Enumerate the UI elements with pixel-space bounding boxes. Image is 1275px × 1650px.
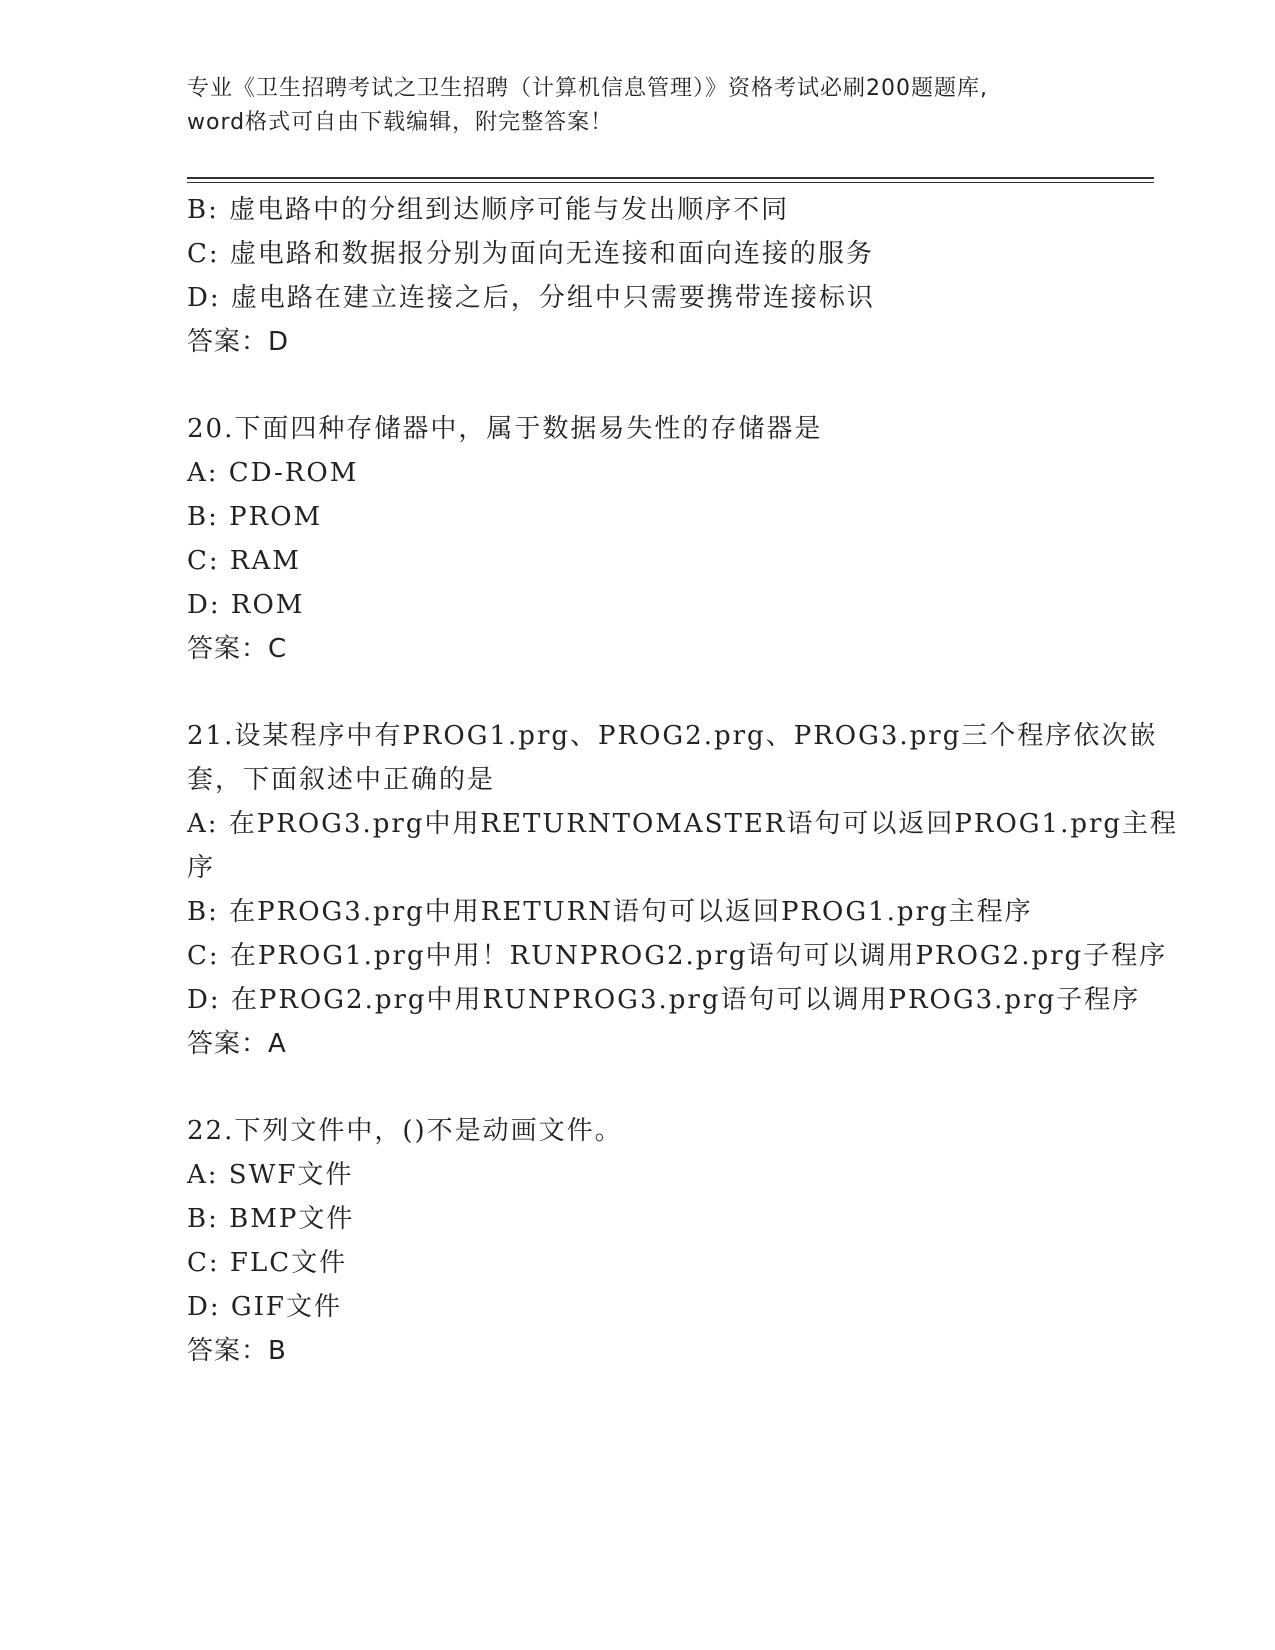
q19-option-d: D: 虚电路在建立连接之后，分组中只需要携带连接标识 (187, 283, 875, 313)
q21-option-d: D: 在PROG2.prg中用RUNPROG3.prg语句可以调用PROG3.prg子程序 (187, 985, 1141, 1015)
q21-question-line1: 21.设某程序中有PROG1.prg、PROG2.prg、PROG3.prg三个程序依次嵌 (187, 721, 1158, 751)
q22-option-c: C: FLC文件 (187, 1248, 348, 1278)
q21-option-a-line2: 序 (187, 853, 216, 883)
q20-answer: 答案：C (187, 634, 288, 664)
q19-option-b: B: 虚电路中的分组到达顺序可能与发出顺序不同 (187, 195, 790, 225)
q21-option-b: B: 在PROG3.prg中用RETURN语句可以返回PROG1.prg主程序 (187, 897, 1033, 927)
q19-answer: 答案：D (187, 327, 290, 357)
q20-option-a: A: CD-ROM (187, 458, 359, 488)
q20-question: 20.下面四种存储器中，属于数据易失性的存储器是 (187, 414, 823, 444)
document-header (187, 72, 1087, 140)
q22-question: 22.下列文件中，()不是动画文件。 (187, 1116, 623, 1146)
q22-option-b: B: BMP文件 (187, 1204, 355, 1234)
q20-option-b: B: PROM (187, 502, 323, 532)
q21-option-c: C: 在PROG1.prg中用！RUNPROG2.prg语句可以调用PROG2.prg子程序 (187, 941, 1168, 971)
q21-option-a-line1: A: 在PROG3.prg中用RETURNTOMASTER语句可以返回PROG1.prg主程 (187, 809, 1179, 839)
q21-question-line2: 套，下面叙述中正确的是 (187, 765, 496, 795)
q20-option-d: D: ROM (187, 590, 305, 620)
q20-option-c: C: RAM (187, 546, 301, 576)
q22-answer: 答案：B (187, 1336, 287, 1366)
header-rule-top (187, 177, 1154, 179)
q22-option-a: A: SWF文件 (187, 1160, 354, 1190)
q22-option-d: D: GIF文件 (187, 1292, 342, 1322)
header-title-line1: 专业《卫生招聘考试之卫生招聘（计算机信息管理）》资格考试必刷200题题库, (187, 76, 988, 101)
header-rule-bottom (187, 182, 1154, 183)
q21-answer: 答案：A (187, 1029, 287, 1059)
q19-option-c: C: 虚电路和数据报分别为面向无连接和面向连接的服务 (187, 239, 874, 269)
header-title-line2: word格式可自由下载编辑，附完整答案！ (187, 110, 614, 135)
